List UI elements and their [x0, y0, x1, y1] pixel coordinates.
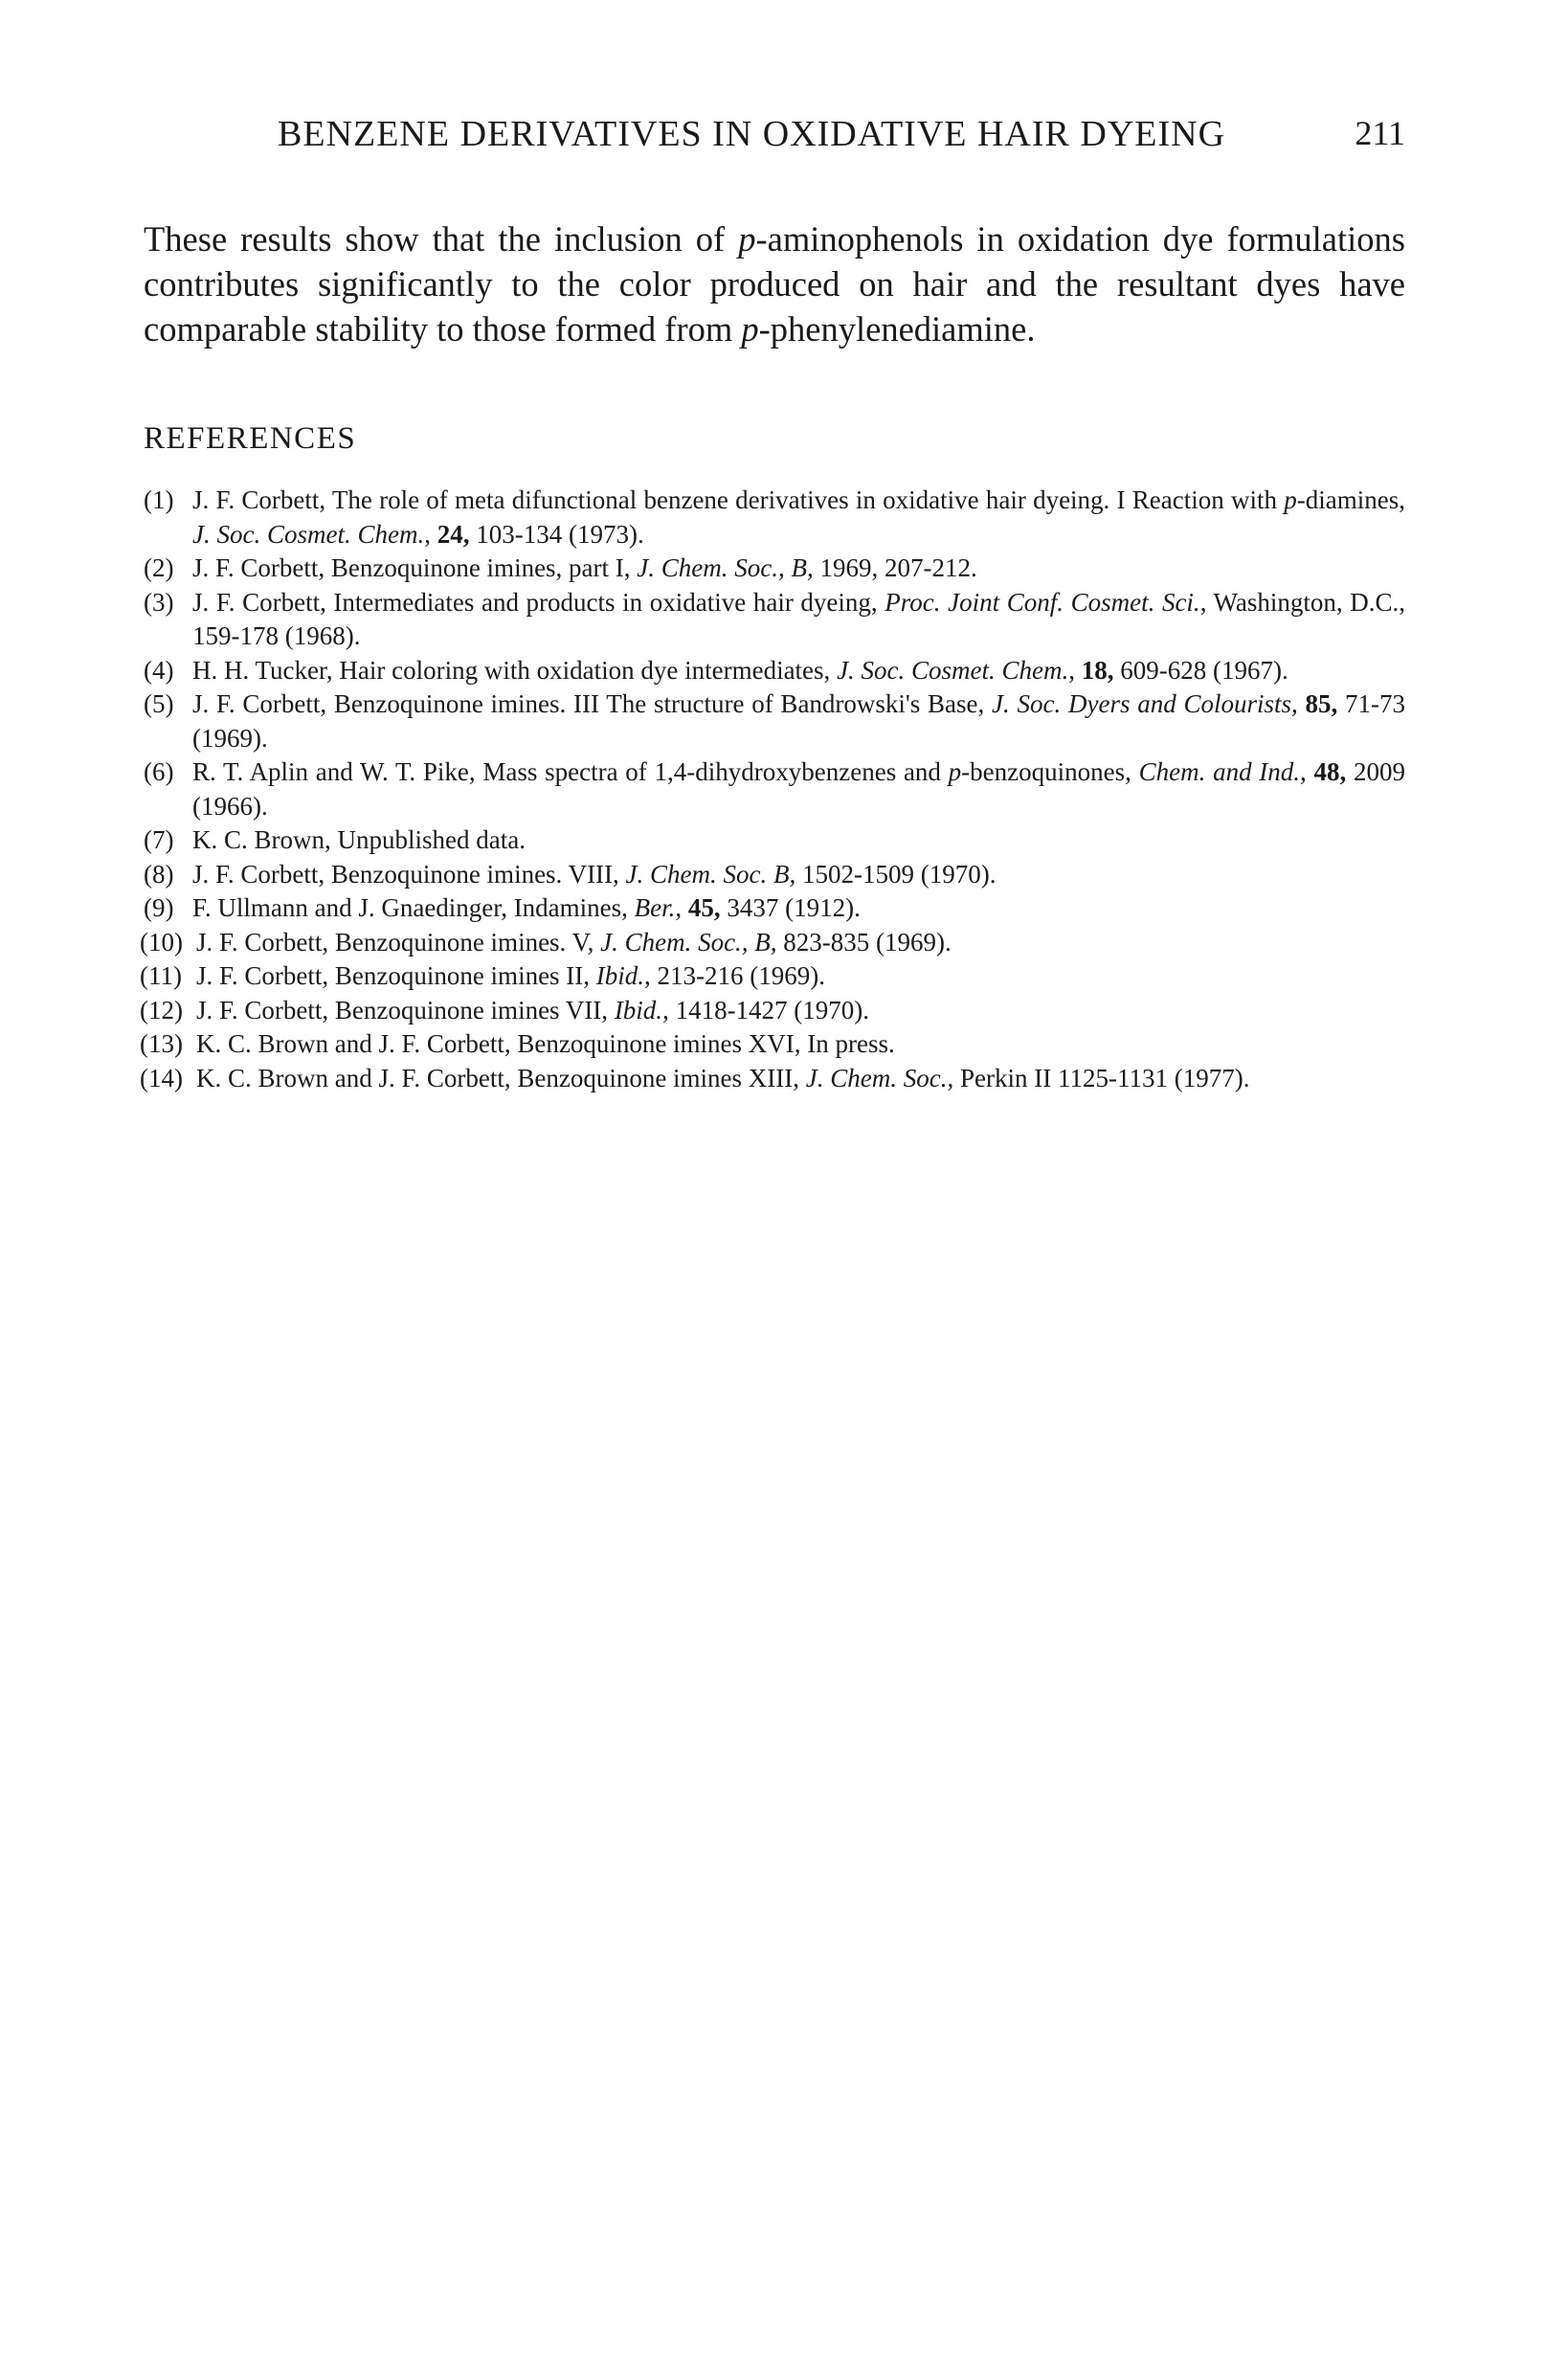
- reference-vol: 48,: [1313, 757, 1347, 786]
- reference-d: , Washington, D.C., 159-178 (1968).: [192, 587, 1405, 650]
- reference-item: [144, 586, 1405, 654]
- reference-vol: 24,: [437, 519, 470, 549]
- references-heading: REFERENCES: [144, 421, 357, 456]
- reference-b: -diamines,: [1296, 485, 1405, 514]
- running-title: BENZENE DERIVATIVES IN OXIDATIVE HAIR DYEING: [278, 114, 1226, 154]
- reference-a: K. C. Brown and J. F. Corbett, Benzoquinone imines XVI, In press.: [196, 1029, 895, 1058]
- reference-item: [144, 552, 1405, 586]
- reference-journal: Ibid.: [595, 961, 645, 990]
- reference-number: (8): [144, 859, 174, 889]
- reference-number: (5): [144, 689, 174, 718]
- reference-journal: J. Soc. Cosmet. Chem.: [192, 519, 425, 549]
- reference-p: p: [948, 757, 962, 786]
- reference-item: [144, 687, 1405, 755]
- body-text-3: -phenylenediamine.: [758, 309, 1036, 349]
- body-paragraph: [144, 216, 1405, 351]
- reference-number: (7): [144, 825, 174, 854]
- reference-c: ,: [1300, 757, 1314, 786]
- reference-journal: J. Chem. Soc., B,: [637, 553, 814, 582]
- reference-journal: J. Soc. Dyers and Colourists,: [992, 689, 1298, 718]
- reference-journal: Ibid.: [614, 995, 663, 1024]
- reference-item: [140, 994, 1405, 1028]
- reference-a: J. F. Corbett, The role of meta difunctional benzene derivatives in oxidative hair dyeing. I Reaction with: [192, 485, 1285, 514]
- reference-d: 2009 (1966).: [192, 757, 1406, 821]
- reference-a: H. H. Tucker, Hair coloring with oxidation dye intermediates,: [192, 655, 838, 685]
- reference-number: (14): [140, 1063, 183, 1092]
- reference-journal: Proc. Joint Conf. Cosmet. Sci.: [885, 587, 1200, 617]
- reference-number: (13): [140, 1029, 183, 1058]
- reference-item: [144, 858, 1405, 892]
- reference-item: [140, 926, 1405, 960]
- reference-a: K. C. Brown and J. F. Corbett, Benzoquinone imines XIII,: [196, 1063, 806, 1092]
- reference-c: ,: [1068, 655, 1082, 685]
- reference-vol: 18,: [1081, 655, 1114, 685]
- reference-item: [144, 484, 1405, 552]
- references-list: [140, 484, 1406, 1095]
- reference-journal: J. Chem. Soc., B,: [600, 927, 777, 957]
- reference-journal: Ber.: [634, 893, 676, 922]
- reference-p: p: [1284, 485, 1297, 514]
- reference-journal: J. Chem. Soc.: [805, 1063, 948, 1092]
- reference-a: J. F. Corbett, Benzoquinone imines II,: [196, 961, 596, 990]
- reference-a: R. T. Aplin and W. T. Pike, Mass spectra of 1,4-dihydroxybenzenes and: [192, 757, 949, 786]
- reference-a: J. F. Corbett, Benzoquinone imines VII,: [196, 995, 615, 1024]
- reference-number: (1): [144, 485, 174, 514]
- reference-a: J. F. Corbett, Intermediates and products in oxidative hair dyeing,: [192, 587, 885, 617]
- reference-d: 103-134 (1973).: [469, 519, 644, 549]
- para-prefix: p: [741, 309, 759, 349]
- reference-item: [140, 959, 1405, 994]
- reference-journal: Chem. and Ind.: [1138, 757, 1301, 786]
- running-head: [144, 113, 1405, 161]
- reference-a: J. F. Corbett, Benzoquinone imines. III The structure of Bandrowski's Base,: [192, 689, 993, 718]
- reference-item: [140, 1027, 1405, 1062]
- reference-d: 823-835 (1969).: [776, 927, 952, 957]
- reference-item: [144, 755, 1405, 823]
- reference-d: , 1418-1427 (1970).: [662, 995, 870, 1024]
- reference-number: (11): [140, 961, 182, 990]
- reference-a: J. F. Corbett, Benzoquinone imines. V,: [196, 927, 601, 957]
- reference-item: [144, 891, 1405, 926]
- reference-number: (12): [140, 995, 183, 1024]
- reference-item: [144, 823, 1405, 858]
- reference-d: 71-73 (1969).: [192, 689, 1406, 753]
- reference-c: ,: [424, 519, 437, 549]
- reference-a: F. Ullmann and J. Gnaedinger, Indamines,: [192, 893, 635, 922]
- reference-d: 3437 (1912).: [720, 893, 861, 922]
- reference-vol: 85,: [1305, 689, 1338, 718]
- body-text-2: -aminophenols in oxidation dye formulations contributes significantly to the color produced on hair and the resultant dyes have comparable stability to those formed from: [144, 219, 1405, 349]
- reference-d: , Perkin II 1125-1131 (1977).: [947, 1063, 1250, 1092]
- page-number: 211: [1355, 114, 1405, 152]
- reference-d: , 213-216 (1969).: [644, 961, 826, 990]
- reference-d: 609-628 (1967).: [1113, 655, 1288, 685]
- reference-a: K. C. Brown, Unpublished data.: [192, 825, 526, 854]
- reference-number: (4): [144, 655, 174, 685]
- para-prefix: p: [738, 219, 756, 259]
- reference-number: (3): [144, 587, 174, 617]
- reference-vol: 45,: [687, 893, 721, 922]
- reference-journal: J. Soc. Cosmet. Chem.: [837, 655, 1069, 685]
- reference-c: ,: [675, 893, 688, 922]
- reference-a: J. F. Corbett, Benzoquinone imines. VIII,: [192, 859, 626, 889]
- reference-b: -benzoquinones,: [961, 757, 1139, 786]
- reference-number: (10): [140, 927, 183, 957]
- reference-c: [1298, 689, 1306, 718]
- reference-a: J. F. Corbett, Benzoquinone imines, part I,: [192, 553, 638, 582]
- reference-number: (6): [144, 757, 174, 786]
- body-text-1: These results show that the inclusion of: [144, 219, 739, 259]
- reference-item: [144, 654, 1405, 688]
- reference-d: 1969, 207-212.: [813, 553, 977, 582]
- reference-number: (2): [144, 553, 174, 582]
- reference-d: 1502-1509 (1970).: [795, 859, 997, 889]
- reference-number: (9): [144, 893, 174, 922]
- reference-item: [140, 1062, 1405, 1096]
- reference-journal: J. Chem. Soc. B,: [625, 859, 796, 889]
